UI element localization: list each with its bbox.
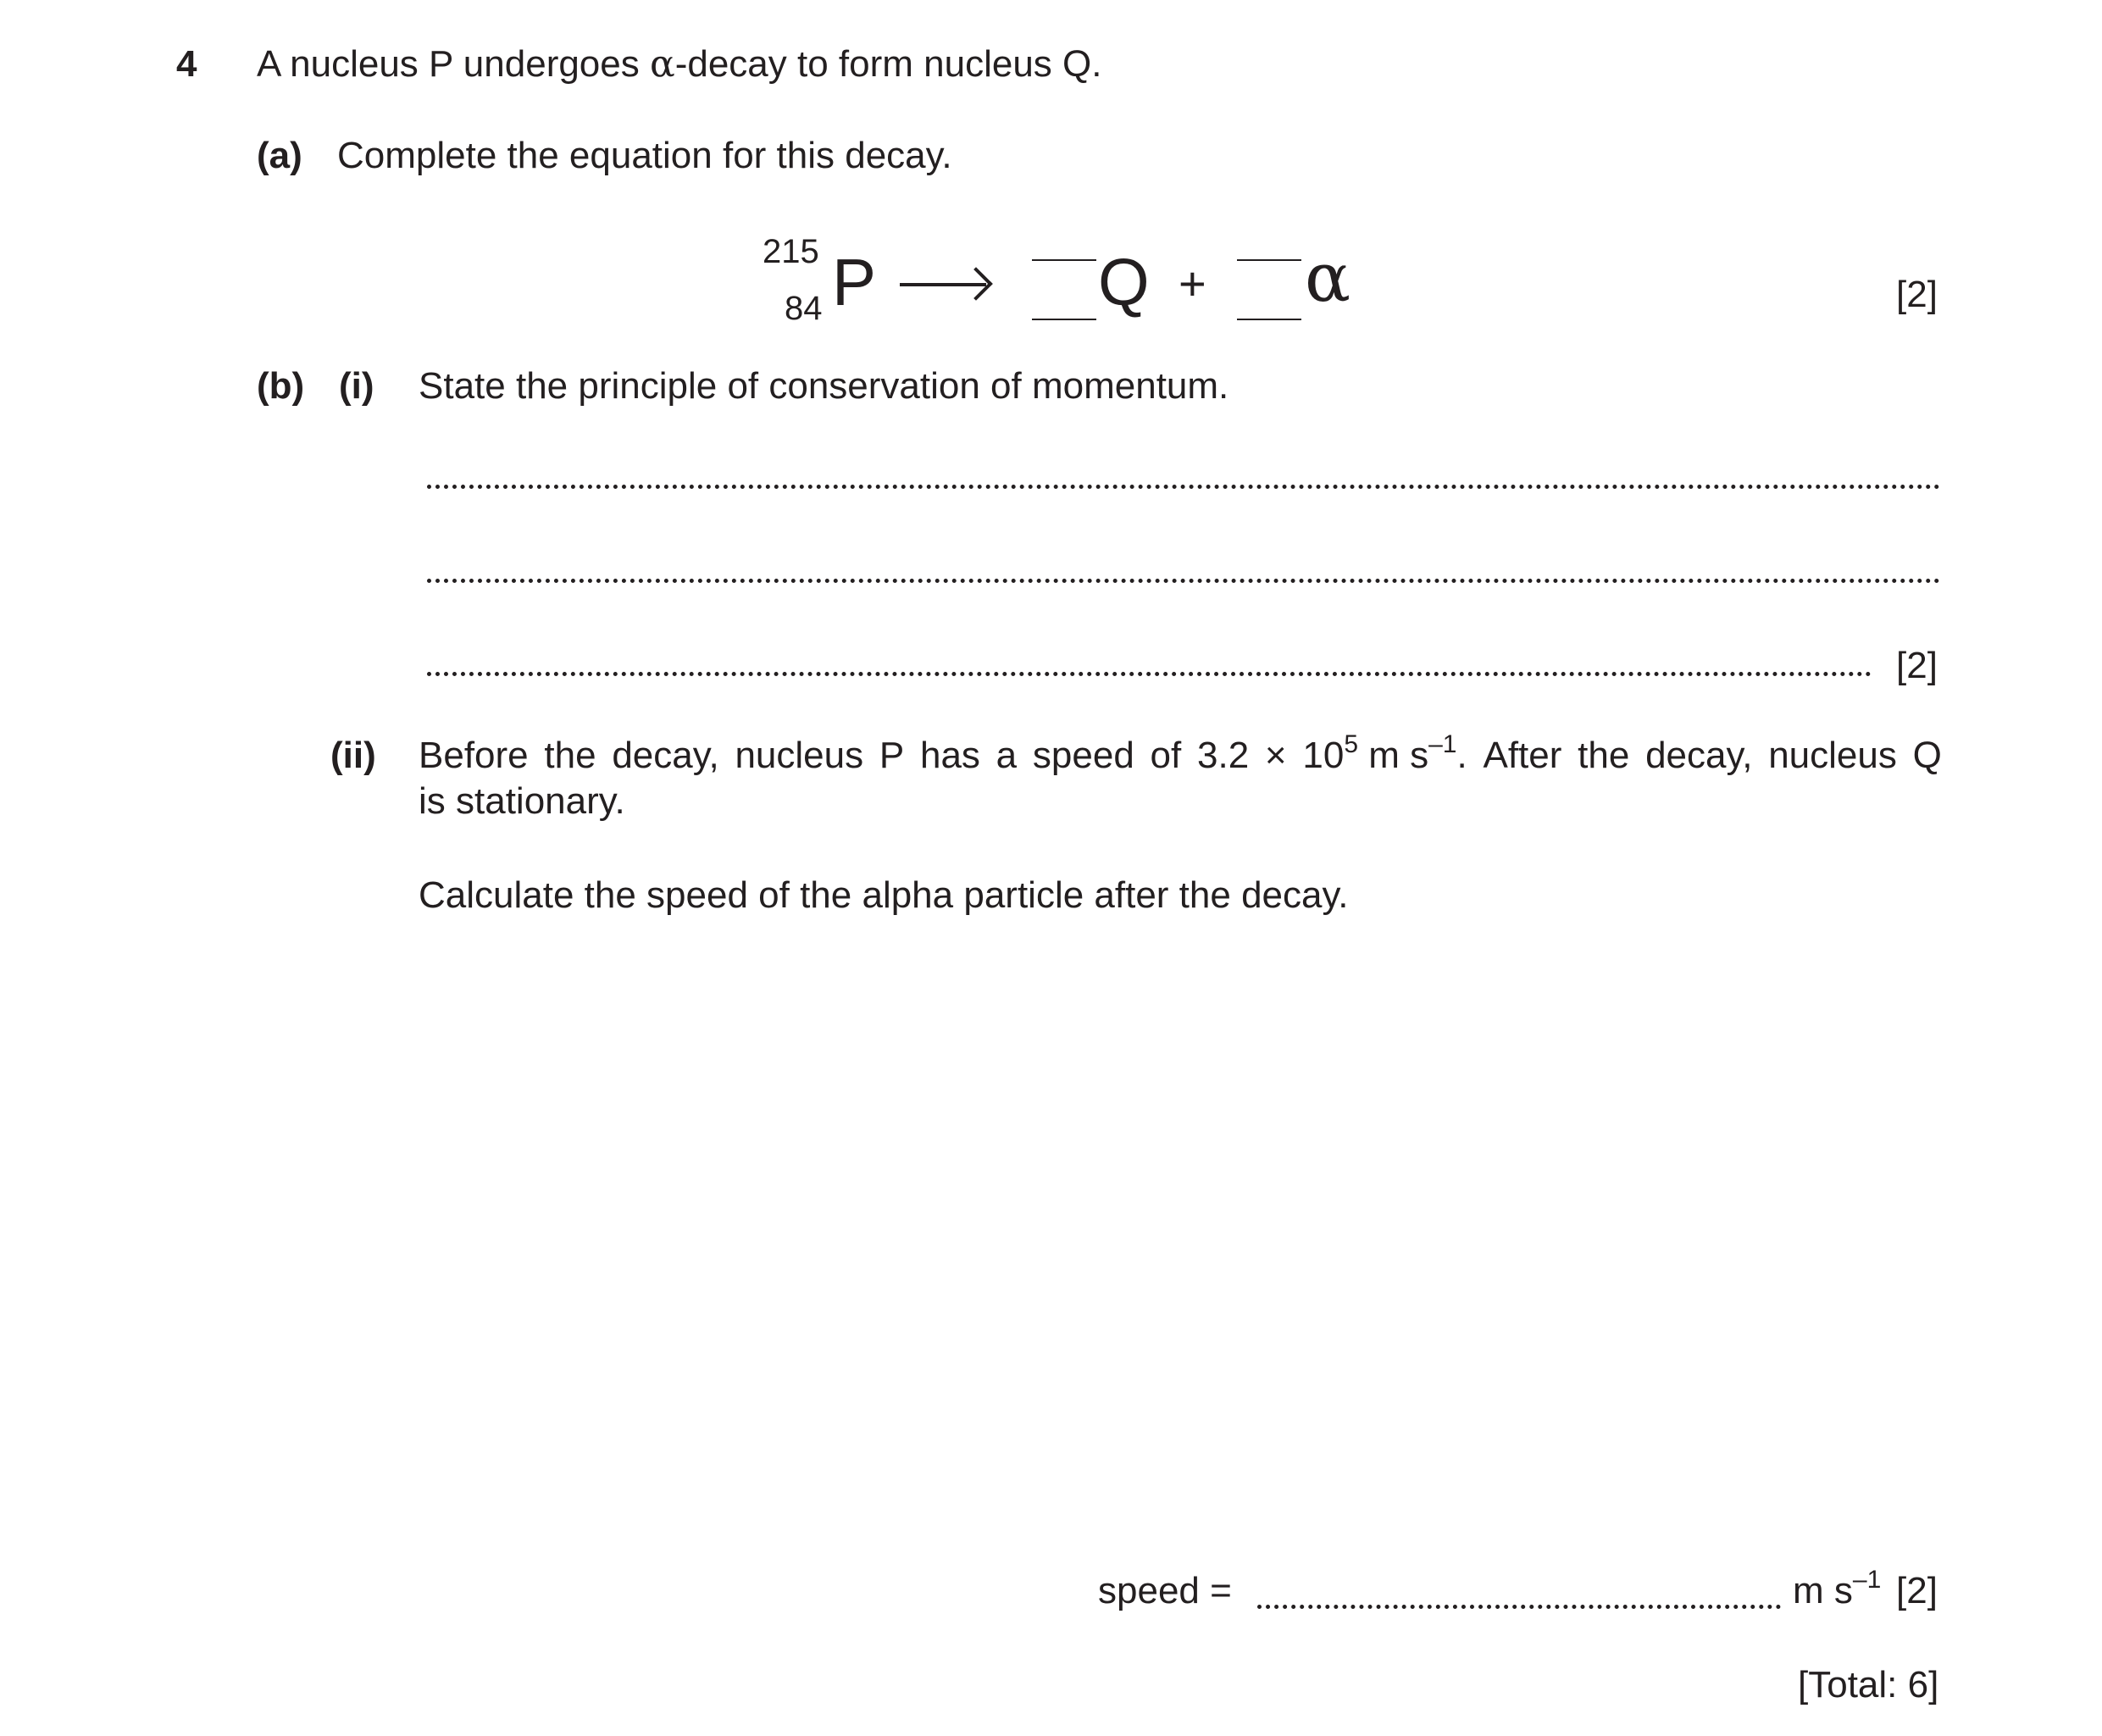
- ii-line1-w2: the: [544, 735, 596, 776]
- ii-line1-w12: After: [1483, 735, 1562, 776]
- part-a-marks: [2]: [1896, 274, 1938, 315]
- answer-line-3[interactable]: [427, 672, 1872, 676]
- ii-line1-w11: ×: [1264, 735, 1287, 776]
- ii-line1-w1: Before: [419, 735, 529, 776]
- ii-line1-w14: decay,: [1645, 735, 1753, 776]
- part-b-label: (b): [257, 365, 305, 407]
- speed-answer-label: speed =: [1098, 1570, 1232, 1611]
- part-b-ii-marks: [2]: [1896, 1570, 1938, 1611]
- ii-line1-w8: speed: [1032, 735, 1134, 776]
- speed-answer-unit: [1793, 1566, 1882, 1617]
- question-stem-after: -decay to form nucleus Q.: [674, 43, 1102, 85]
- ii-line1-w7: a: [996, 735, 1018, 776]
- answer-line-2[interactable]: [427, 579, 1940, 583]
- part-b-ii-prompt: Calculate the speed of the alpha particle after the decay.: [419, 874, 1349, 916]
- ii-line1-w13: the: [1578, 735, 1630, 776]
- speed-unit-exponent: –1: [1428, 730, 1457, 758]
- parent-mass-number: 215: [763, 233, 819, 270]
- plus-sign: +: [1179, 257, 1206, 310]
- daughter-symbol: Q: [1098, 245, 1150, 319]
- alpha-particle-symbol: α: [1305, 238, 1351, 317]
- part-a-prompt: Complete the equation for this decay.: [337, 135, 952, 176]
- part-b-i-label: (i): [339, 365, 374, 407]
- parent-symbol: P: [832, 245, 877, 319]
- speed-answer-unit-exponent: –1: [1852, 1566, 1882, 1594]
- ii-line1-w16: Q: [1912, 735, 1942, 776]
- ii-line1-w15: nucleus: [1768, 735, 1897, 776]
- speed-answer-line[interactable]: [1257, 1605, 1781, 1609]
- arrow-head-icon: [959, 267, 993, 301]
- ii-line1-w4: nucleus: [735, 735, 864, 776]
- question-number: 4: [176, 43, 197, 85]
- ii-line1-w3: decay,: [612, 735, 719, 776]
- alpha-atomic-blank[interactable]: [1237, 319, 1301, 320]
- question-stem: [257, 42, 1101, 86]
- answer-line-1[interactable]: [427, 485, 1940, 489]
- alpha-mass-blank[interactable]: [1237, 259, 1301, 261]
- part-b-ii-text-line-1: [419, 730, 1942, 782]
- daughter-mass-blank[interactable]: [1032, 259, 1096, 261]
- part-b-i-prompt: State the principle of conservation of momentum.: [419, 365, 1229, 407]
- ii-line1-w9: of: [1150, 735, 1182, 776]
- daughter-atomic-blank[interactable]: [1032, 319, 1096, 320]
- part-a-label: (a): [257, 135, 302, 176]
- ii-line1-w10: 3.2: [1197, 735, 1250, 776]
- ii-line1-w6: has: [919, 735, 980, 776]
- ii-line1-speed-value: $10^5$ m $s^{-1}$.: [1302, 730, 1467, 776]
- speed-power: 5: [1344, 730, 1359, 758]
- question-stem-before: A nucleus P undergoes: [257, 43, 650, 85]
- part-b-ii-text-line-2: is stationary.: [419, 780, 625, 822]
- part-b-ii-label: (ii): [330, 735, 376, 776]
- total-marks: [Total: 6]: [1798, 1664, 1939, 1705]
- part-b-i-marks: [2]: [1896, 645, 1938, 686]
- parent-atomic-number: 84: [785, 290, 823, 327]
- ii-line1-w5: P: [879, 735, 905, 776]
- alpha-symbol: α: [649, 42, 675, 86]
- speed-answer-unit-base: m s: [1793, 1570, 1853, 1611]
